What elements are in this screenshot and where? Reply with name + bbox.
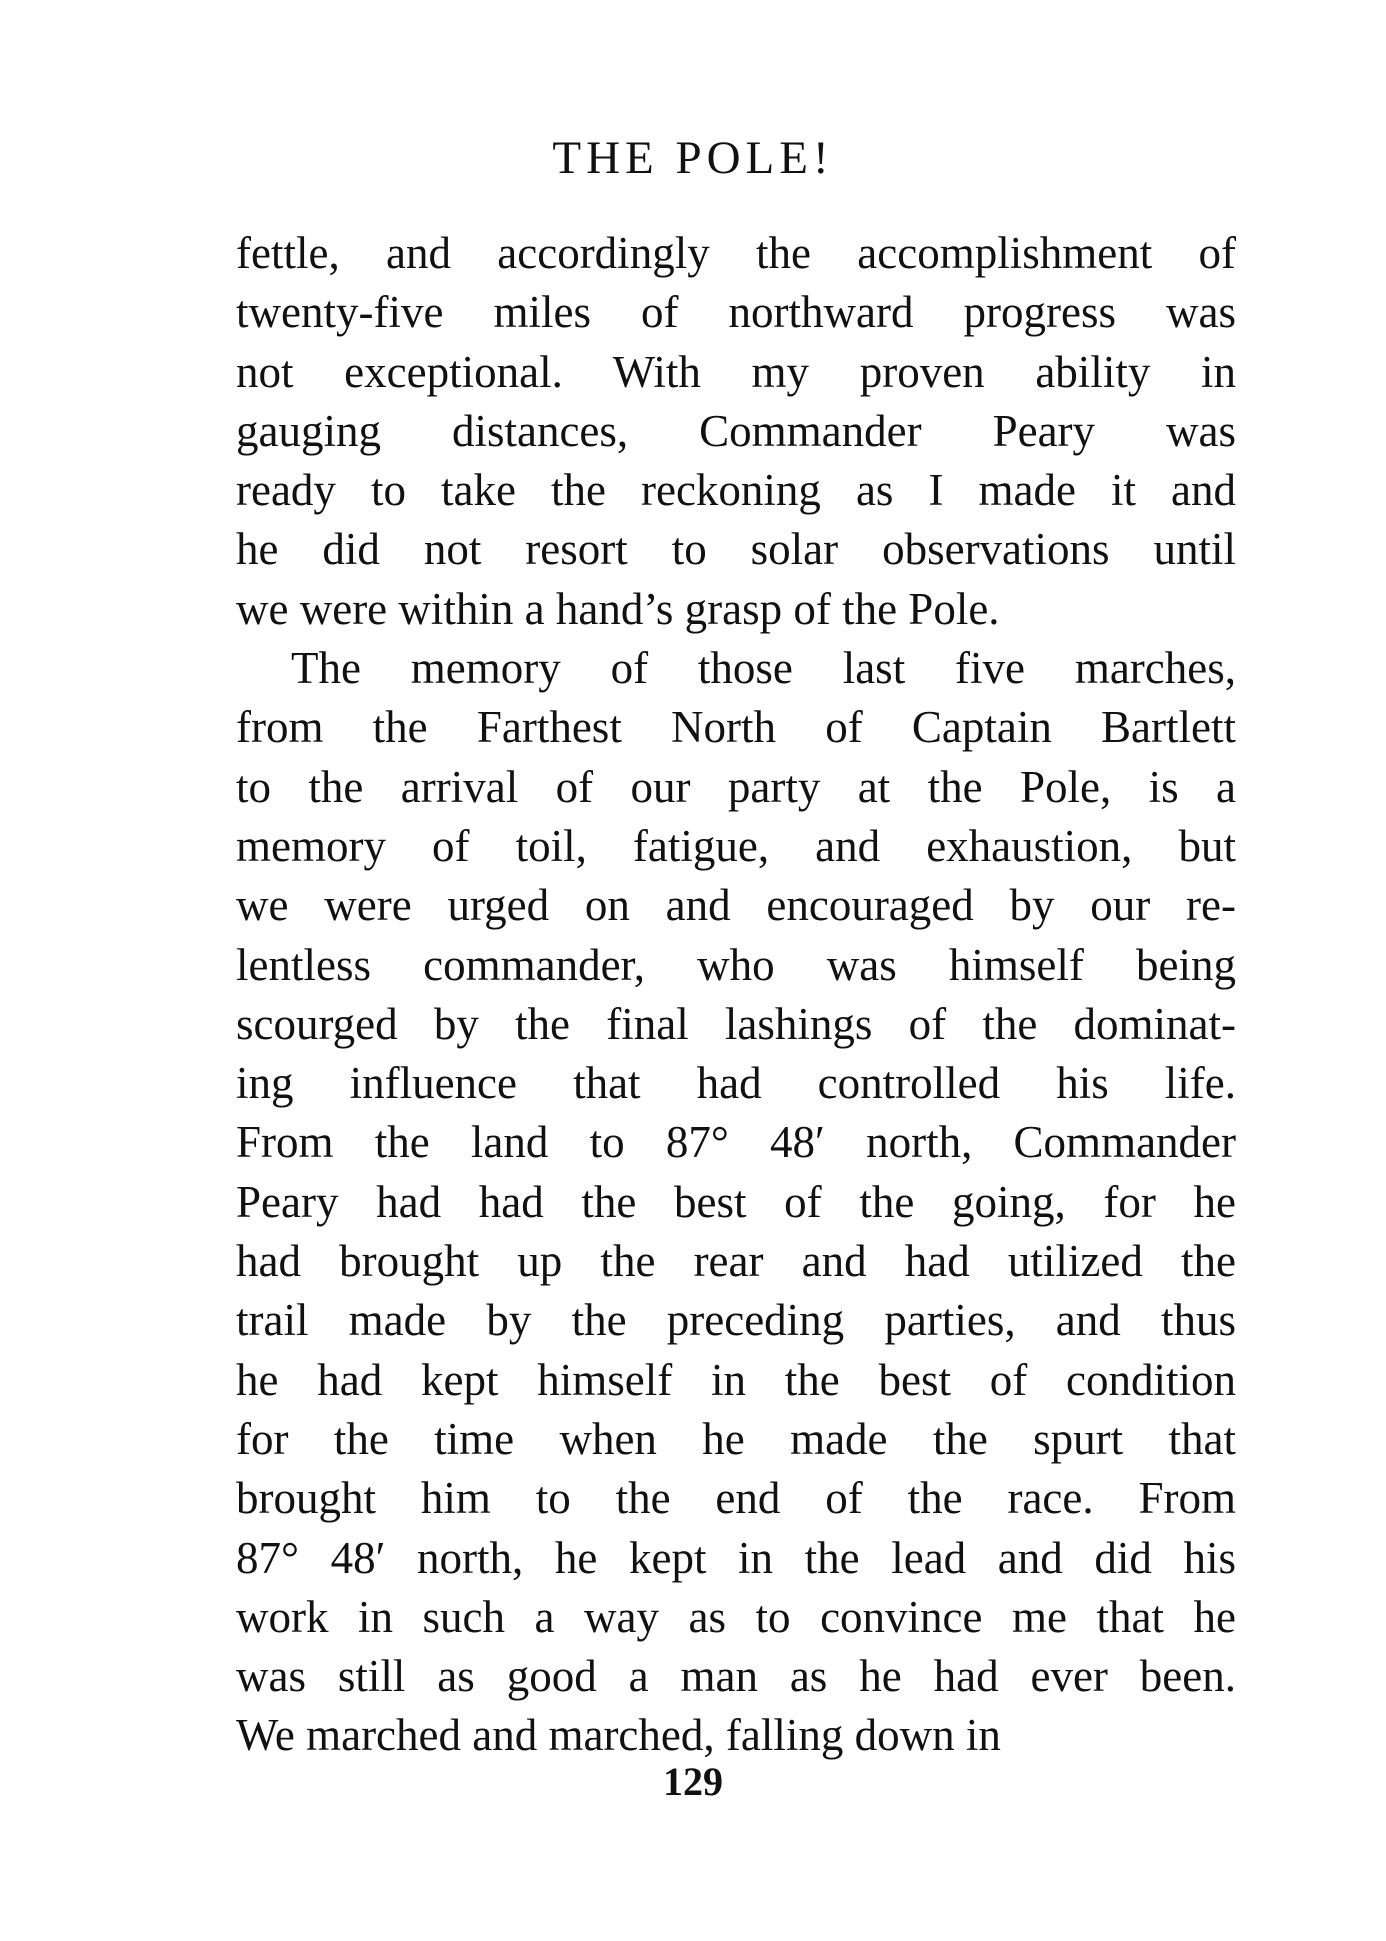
text-line: memory of toil, fatigue, and exhaustion, but xyxy=(236,820,1236,871)
body-text xyxy=(236,224,1236,1766)
text-line: we were within a hand’s grasp of the Pole. xyxy=(236,583,1000,634)
text-line: lentless commander, who was himself being xyxy=(236,939,1236,990)
text-line: The memory of those last five marches, xyxy=(291,643,1236,694)
running-head: THE POLE! xyxy=(552,132,834,184)
text-line: ready to take the reckoning as I made it and xyxy=(236,465,1236,516)
text-line: brought him to the end of the race. From xyxy=(236,1473,1236,1524)
text-line: trail made by the preceding parties, and thus xyxy=(236,1295,1236,1346)
text-line: fettle, and accordingly the accomplishment of xyxy=(236,228,1236,278)
text-line: ing influence that had controlled his life. xyxy=(236,1058,1236,1109)
text-line: From the land to 87° 48′ north, Commander xyxy=(236,1117,1236,1168)
text-line: scourged by the final lashings of the dominat- xyxy=(236,998,1236,1049)
text-line: We marched and marched, falling down in xyxy=(236,1710,1001,1761)
text-line: work in such a way as to convince me that he xyxy=(236,1591,1236,1642)
text-line: was still as good a man as he had ever been. xyxy=(236,1651,1236,1702)
text-line: from the Farthest North of Captain Bartlett xyxy=(236,702,1236,753)
text-line: Peary had had the best of the going, for he xyxy=(236,1176,1236,1227)
paragraph-1 xyxy=(236,224,1236,639)
text-line: he had kept himself in the best of condition xyxy=(236,1354,1236,1405)
text-line: not exceptional. With my proven ability in xyxy=(236,346,1236,397)
text-line: he did not resort to solar observations until xyxy=(236,524,1236,575)
text-line: twenty-five miles of northward progress was xyxy=(236,287,1236,338)
text-line: for the time when he made the spurt that xyxy=(236,1413,1236,1464)
text-line: to the arrival of our party at the Pole, is a xyxy=(236,761,1236,812)
text-line: 87° 48′ north, he kept in the lead and did his xyxy=(236,1532,1236,1583)
text-line: we were urged on and encouraged by our re- xyxy=(236,880,1236,931)
text-line: had brought up the rear and had utilized the xyxy=(236,1236,1236,1287)
paragraph-2 xyxy=(236,639,1236,1766)
text-line: gauging distances, Commander Peary was xyxy=(236,405,1236,456)
page-number: 129 xyxy=(663,1759,723,1804)
